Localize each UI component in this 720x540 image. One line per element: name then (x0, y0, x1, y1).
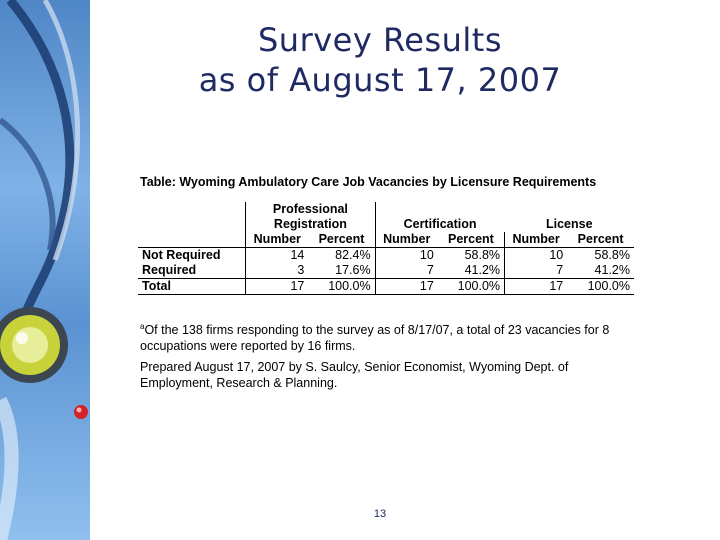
subheader-lic-number: Number (505, 232, 568, 248)
total-lic-number: 17 (505, 279, 568, 295)
stethoscope-illustration (0, 0, 90, 540)
subheader-reg-number: Number (246, 232, 309, 248)
subheader-reg-percent: Percent (318, 232, 365, 246)
cell-lic-percent: 58.8% (567, 248, 634, 264)
header-blank-cert (375, 202, 504, 217)
cell-cert-number: 7 (375, 263, 438, 279)
row-label: Not Required (138, 248, 246, 264)
slide-title-line1: Survey Results (257, 21, 503, 59)
footnote-marker: a (140, 321, 145, 331)
table-row (138, 263, 634, 279)
slide-title-line2: as of August 17, 2007 (198, 61, 562, 99)
cell-reg-percent: 17.6% (308, 263, 375, 279)
vacancies-table (138, 202, 634, 295)
header-blank-lic (505, 202, 634, 217)
cell-reg-percent: 82.4% (308, 248, 375, 264)
table-row (138, 248, 634, 264)
cell-lic-number: 7 (505, 263, 568, 279)
table-caption: Table: Wyoming Ambulatory Care Job Vacancies by Licensure Requirements (140, 175, 597, 189)
cell-reg-number: 3 (246, 263, 309, 279)
cell-cert-percent: 58.8% (438, 248, 505, 264)
footnote-text: Of the 138 firms responding to the survey as of 8/17/07, a total of 23 vacancies for 8 occupations were reported by 16 firms. (140, 323, 610, 353)
row-label: Required (138, 263, 246, 279)
total-reg-percent: 100.0% (308, 279, 375, 295)
side-decoration-image (0, 0, 90, 540)
cell-lic-percent: 41.2% (567, 263, 634, 279)
cell-cert-number: 10 (375, 248, 438, 264)
footnote (140, 322, 630, 354)
header-license: License (545, 217, 593, 231)
header-registration: Registration (246, 217, 375, 232)
header-empty-cell (138, 202, 246, 217)
subheader-lic-percent: Percent (577, 232, 624, 246)
total-cert-percent: 100.0% (438, 279, 505, 295)
total-reg-number: 17 (246, 279, 309, 295)
total-row (138, 279, 634, 295)
subheader-cert-number: Number (375, 232, 438, 248)
header-row-1 (138, 202, 634, 217)
subheader-cert-percent: Percent (447, 232, 494, 246)
header-row-3 (138, 232, 634, 248)
cell-lic-number: 10 (505, 248, 568, 264)
cell-cert-percent: 41.2% (438, 263, 505, 279)
total-lic-percent: 100.0% (567, 279, 634, 295)
header-empty-cell (138, 232, 246, 248)
header-empty-cell (138, 217, 246, 232)
slide-title (100, 20, 660, 100)
page-number: 13 (373, 508, 387, 520)
header-row-2 (138, 217, 634, 232)
total-cert-number: 17 (375, 279, 438, 295)
header-certification: Certification (375, 217, 504, 232)
prepared-by-note: Prepared August 17, 2007 by S. Saulcy, Senior Economist, Wyoming Dept. of Employment, Research & Planning. (140, 360, 569, 390)
total-label: Total (138, 279, 246, 295)
cell-reg-number: 14 (246, 248, 309, 264)
header-professional: Professional (246, 202, 375, 217)
